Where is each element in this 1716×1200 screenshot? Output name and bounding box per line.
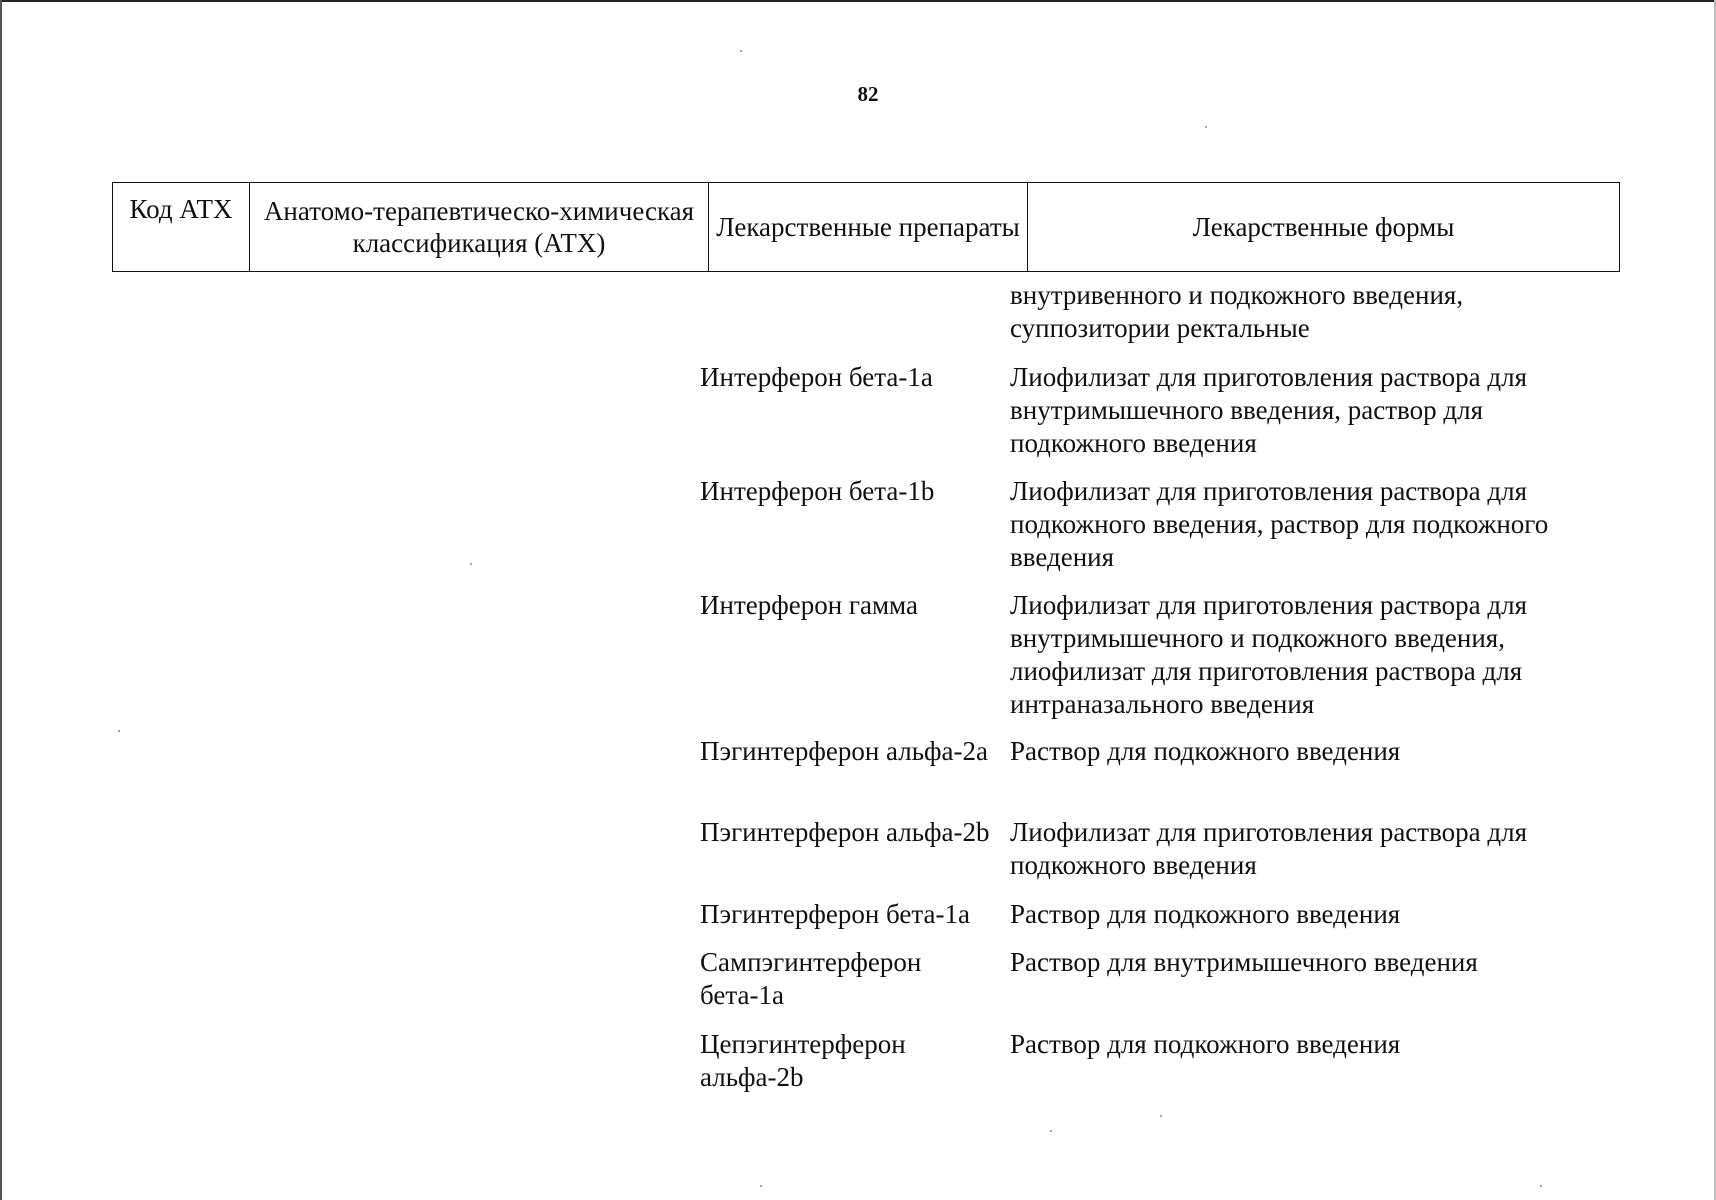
scan-speck bbox=[740, 50, 742, 52]
table-header bbox=[112, 182, 1620, 272]
scan-speck bbox=[1050, 1130, 1052, 1132]
drug-form: Раствор для подкожного введения bbox=[1010, 736, 1401, 766]
header-code: Код АТХ bbox=[113, 183, 250, 272]
scan-speck bbox=[470, 563, 472, 565]
drug-name: Интерферон бета-1a bbox=[700, 362, 933, 392]
drug-form: Лиофилизат для приготовления раствора для внутримышечного и подкожного введения, лиофилизат для приготовления раствора для интраназального введения bbox=[1010, 590, 1528, 719]
page-number: 82 bbox=[857, 82, 879, 106]
drug-form: Лиофилизат для приготовления раствора для подкожного введения bbox=[1010, 817, 1528, 880]
drug-name: Пэгинтерферон альфа-2b bbox=[700, 817, 990, 847]
header-classification: Анатомо-терапевтическо-химическая классификация (АТХ) bbox=[250, 183, 709, 272]
drug-name: Пэгинтерферон альфа-2a bbox=[700, 736, 988, 766]
drug-form: Раствор для внутримышечного введения bbox=[1010, 947, 1478, 977]
scan-speck bbox=[1205, 126, 1207, 128]
drug-name: Интерферон гамма bbox=[700, 590, 918, 620]
drug-form: Раствор для подкожного введения bbox=[1010, 899, 1401, 929]
scan-speck bbox=[1540, 1185, 1542, 1187]
drug-form: Лиофилизат для приготовления раствора для подкожного введения, раствор для подкожного введения bbox=[1010, 476, 1549, 572]
scan-speck bbox=[760, 1185, 762, 1187]
drug-name: Сампэгинтерферон бета-1a bbox=[700, 947, 922, 1010]
continuation-form-text: внутривенного и подкожного введения, суппозитории ректальные bbox=[1010, 280, 1464, 343]
scan-speck bbox=[118, 730, 120, 732]
header-drugs: Лекарственные препараты bbox=[709, 183, 1028, 272]
table-header-row bbox=[113, 183, 1620, 272]
scan-speck bbox=[1160, 1115, 1162, 1117]
drug-form: Раствор для подкожного введения bbox=[1010, 1029, 1401, 1059]
drug-name: Пэгинтерферон бета-1a bbox=[700, 899, 970, 929]
header-forms: Лекарственные формы bbox=[1028, 183, 1620, 272]
scan-border-left bbox=[0, 0, 2, 1200]
drug-name: Цепэгинтерферон альфа-2b bbox=[700, 1029, 906, 1092]
drug-name: Интерферон бета-1b bbox=[700, 476, 935, 506]
scan-border-top bbox=[0, 0, 1716, 2]
drug-form: Лиофилизат для приготовления раствора для внутримышечного введения, раствор для подкожного введения bbox=[1010, 362, 1528, 458]
